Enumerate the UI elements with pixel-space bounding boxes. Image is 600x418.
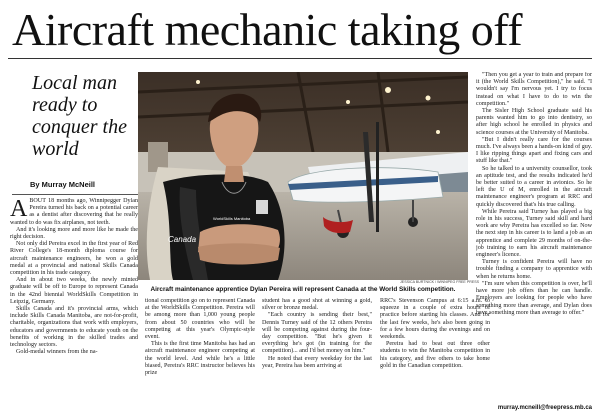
paragraph: "Each country is sending their best," Dennis Turney said of the 12 others Pereira will be competing against during the four-day competition. "But he's given it everything he's got (in training for the competition)... and I'd bet money on him."	[262, 312, 372, 355]
paragraph: And it's looking more and more like he made the right decision.	[10, 226, 138, 241]
article-column-1	[10, 198, 138, 412]
headline: Aircraft mechanic taking off	[12, 4, 523, 55]
dropcap: A	[10, 198, 28, 222]
headline-rule	[8, 58, 592, 59]
article-column-4	[380, 298, 490, 412]
paragraph: So he talked to a university counsellor, took an aptitude test, and the results indicated he'd be better suited to a career in avionics. So he left the U of M, enrolled in the aircraft maintenance engineer's program at RRC and quickly discovered that's his true calling.	[476, 165, 592, 208]
paragraph: "But I didn't really care for the courses much. I've always been a hands-on kind of guy. I like ripping things apart and fixing cars and stuff like that."	[476, 136, 592, 165]
byline: By Murray McNeill	[30, 180, 96, 189]
article-column-5	[476, 72, 592, 406]
paragraph: Not only did Pereira excel in the first year of Red River College's 18-month diploma course for aircraft maintenance engineers, he won a gold medal at a provincial and national Skills Canada competition in his trade category.	[10, 241, 138, 277]
photo	[138, 72, 468, 280]
article-column-2	[145, 298, 255, 412]
author-email[interactable]: murray.mcneill@freepress.mb.ca	[497, 405, 592, 411]
shirt-brand-text: Canada	[168, 235, 197, 244]
paragraph: While Pereira said Turney has played a big role in his success, Turney said skill and hard work are why Pereira has excelled so far. Now the next step in his career is to land a job as an apprentice and complete 29 months of on-the-job training to earn his aircraft maintenance engineer's licence.	[476, 208, 592, 259]
paragraph: Pereira had to beat out three other students to win the Manitoba competition in his category, and five others to take home gold in the Canadian competition.	[380, 341, 490, 369]
paragraph: Gold-medal winners from the na-	[16, 349, 98, 356]
paragraph: BOUT 18 months ago, Winnipegger Dylan Pereira turned his back on a potential career as a dentist after discovering that he really wanted to do was fix airplanes, not teeth.	[10, 198, 138, 226]
paragraph: This is the first time Manitoba has had an aircraft maintenance engineer competing at the world level. And while he's a little biased, Pereira's RRC instructor believes his prize	[145, 341, 255, 377]
photo-credit: JESSICA BURTNICK / WINNIPEG FREE PRESS	[400, 280, 480, 284]
paragraph: Turney is confident Pereira will have no trouble finding a company to apprentice with when he returns home.	[476, 259, 592, 280]
article-column-3	[262, 298, 372, 412]
paragraph: "Then you get a year to train and prepare for it (the World Skills Competition)," he said. "I wouldn't say I'm nervous yet. I try to focus instead on what I have to do to win the competition."	[476, 72, 592, 107]
paragraph: Skills Canada and it's provincial arms, which include Skills Canada Manitoba, are not-for-profit, charitable, organizations that work with employers, educators and governments to educate youth on the benefits of working in the skilled trades and technology sectors.	[10, 306, 138, 349]
shirt-logo-text: WorldSkills Manitoba	[213, 216, 251, 221]
paragraph: student has a good shot at winning a gold, silver or bronze medal.	[262, 298, 372, 312]
paragraph: And in about two weeks, the newly minted graduate will be off to Europe to represent Canada in the 42nd biennial WorldSkills Competition in Leipzig, Germany.	[10, 277, 138, 305]
byline-rule	[12, 194, 140, 195]
paragraph: tional competition go on to represent Canada at the WorldSkills Competition. Pereira will be among more than 1,000 young people from about 50 countries who will be competing at this year's Olympic-style event.	[145, 298, 255, 341]
hangar-photo	[138, 72, 468, 280]
photo-caption: Aircraft maintenance apprentice Dylan Pereira will represent Canada at the World Skills competition.	[150, 286, 456, 293]
paragraph: "I'm sure when this competition is over, he'll have more job offers than he can handle. Employers are looking for people who have something more than average, and Dylan does have something more than average to offer."	[476, 280, 592, 316]
deck: Local man ready to conquer the world	[32, 72, 127, 160]
paragraph: He noted that every weekday for the last year, Pereira has been arriving at	[262, 355, 372, 369]
paragraph: The Sisler High School graduate said his parents wanted him to go into dentistry, so after high school he enrolled in physics and science courses at the University of Manitoba.	[476, 108, 592, 136]
paragraph: RRC's Stevenson Campus at 6:15 a.m. to squeeze in a couple of extra hours of practice before starting his classes. And for the last few weeks, he's also been going in for a few hours during the evenings and on weekends.	[380, 298, 490, 341]
